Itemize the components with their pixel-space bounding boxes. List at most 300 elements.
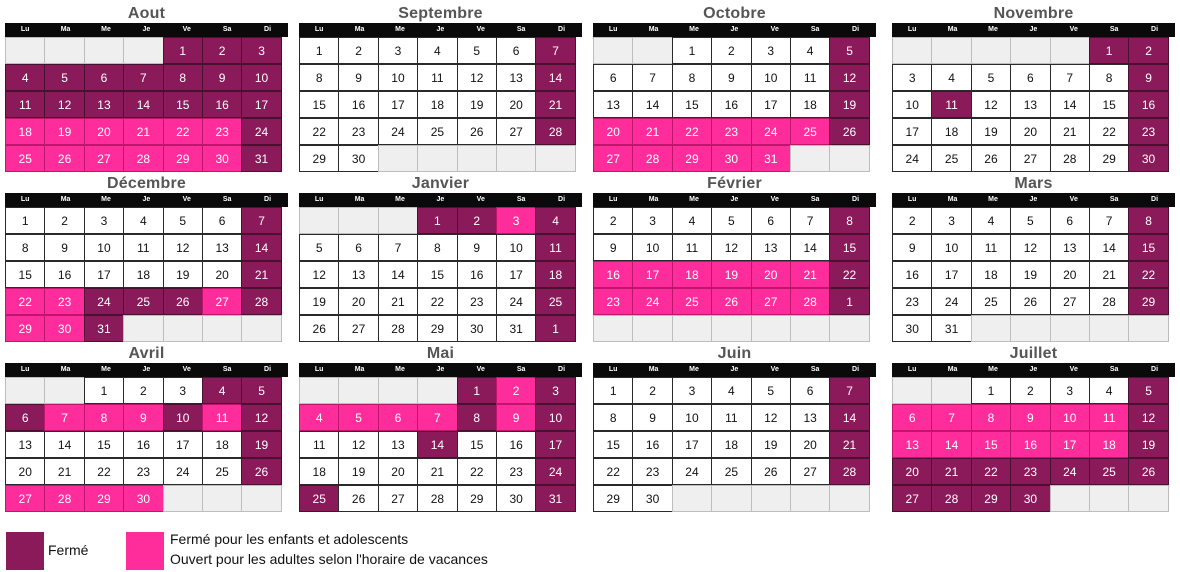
day-cell: 25 [417,118,457,145]
day-cell: 23 [1128,118,1168,145]
day-cell: 9 [338,64,378,91]
day-cell: 25 [711,458,751,485]
day-cell: 19 [44,118,84,145]
day-cell: 13 [593,91,633,118]
weekday-header [593,193,876,207]
month-block [593,173,876,342]
day-cell: 18 [931,118,971,145]
day-cell: 16 [496,431,536,458]
day-cell: 8 [84,404,124,431]
week-row [892,431,1175,458]
week-row [593,91,876,118]
week-row [892,207,1175,234]
day-cell: 20 [5,458,45,485]
month-title: Juin [717,345,752,362]
day-cell: 25 [5,145,45,172]
day-cell: 7 [378,234,418,261]
day-cell: 24 [931,288,971,315]
weekday-label: Di [264,366,272,373]
day-cell: 26 [829,118,869,145]
day-cell: 20 [338,288,378,315]
weekday-label: Sa [1109,196,1119,203]
week-row [593,234,876,261]
empty-cell [790,485,830,512]
day-cell: 16 [892,261,932,288]
weekday-label: Je [142,26,151,33]
day-cell: 12 [44,91,84,118]
week-row [593,261,876,288]
day-cell: 22 [829,261,869,288]
day-cell: 18 [672,261,712,288]
day-cell: 23 [892,288,932,315]
weekday-label: Me [689,366,699,373]
week-row [299,64,582,91]
day-cell: 4 [202,377,242,404]
day-cell: 8 [299,64,339,91]
day-cell: 7 [44,404,84,431]
day-cell: 18 [417,91,457,118]
day-cell: 7 [829,377,869,404]
day-cell: 27 [1050,288,1090,315]
day-cell: 23 [44,288,84,315]
weekday-label: Lu [314,366,324,373]
weekday-header [299,23,582,37]
weekday-label: Lu [314,26,324,33]
day-cell: 29 [1128,288,1168,315]
day-cell: 18 [711,431,751,458]
day-cell: 14 [829,404,869,431]
day-cell: 20 [378,458,418,485]
month-grid [892,207,1175,342]
day-cell: 2 [44,207,84,234]
month-title: Octobre [703,5,766,22]
weekday-label: Ve [770,26,779,33]
weekday-label: Di [1151,366,1159,373]
month-block [299,173,582,342]
day-cell: 1 [1089,37,1129,64]
day-cell: 27 [202,288,242,315]
day-cell: 9 [593,234,633,261]
day-cell: 15 [299,91,339,118]
day-cell: 5 [1128,377,1168,404]
weekday-label: Ma [648,366,659,373]
day-cell: 28 [378,315,418,342]
day-cell: 4 [711,377,751,404]
weekday-label: Je [1029,366,1038,373]
weekday-header [892,363,1175,377]
day-cell: 21 [1050,118,1090,145]
day-cell: 23 [711,118,751,145]
day-cell: 6 [202,207,242,234]
day-cell: 12 [299,261,339,288]
day-cell: 25 [1089,458,1129,485]
day-cell: 18 [971,261,1011,288]
day-cell: 4 [123,207,163,234]
day-cell: 6 [1010,64,1050,91]
weekday-label: Di [852,26,860,33]
day-cell: 23 [202,118,242,145]
weekday-label: Ma [947,26,958,33]
day-cell: 28 [123,145,163,172]
day-cell: 30 [1128,145,1168,172]
day-cell: 1 [829,288,869,315]
weekday-label: Lu [907,366,917,373]
week-row [593,145,876,172]
weekday-label: Sa [1109,26,1119,33]
day-cell: 29 [299,145,339,172]
weekday-label: Ve [476,26,485,33]
day-cell: 3 [1050,377,1090,404]
day-cell: 9 [123,404,163,431]
weekday-label: Ma [60,196,71,203]
day-cell: 5 [711,207,751,234]
empty-cell [378,377,418,404]
day-cell: 19 [711,261,751,288]
day-cell: 13 [84,91,124,118]
day-cell: 2 [1010,377,1050,404]
day-cell: 5 [829,37,869,64]
empty-cell [202,315,242,342]
month-block [5,343,288,512]
day-cell: 24 [535,458,575,485]
day-cell: 30 [44,315,84,342]
day-cell: 27 [378,485,418,512]
day-cell: 24 [751,118,791,145]
day-cell: 12 [711,234,751,261]
day-cell: 1 [5,207,45,234]
day-cell: 19 [1010,261,1050,288]
empty-cell [1089,315,1129,342]
day-cell: 18 [5,118,45,145]
day-cell: 26 [711,288,751,315]
weekday-label: Di [558,26,566,33]
day-cell: 8 [593,404,633,431]
day-cell: 5 [338,404,378,431]
month-grid [299,207,582,342]
empty-cell [1050,37,1090,64]
week-row [299,404,582,431]
day-cell: 28 [632,145,672,172]
day-cell: 21 [632,118,672,145]
weekday-label: Je [730,196,739,203]
weekday-label: Ve [182,366,191,373]
month-grid [5,377,288,512]
weekday-header [5,363,288,377]
week-row [892,288,1175,315]
day-cell: 19 [338,458,378,485]
week-row [5,377,288,404]
day-cell: 27 [790,458,830,485]
day-cell: 13 [378,431,418,458]
day-cell: 10 [892,91,932,118]
day-cell: 24 [496,288,536,315]
weekday-label: Di [852,196,860,203]
week-row [892,404,1175,431]
day-cell: 17 [632,261,672,288]
day-cell: 24 [672,458,712,485]
day-cell: 7 [123,64,163,91]
day-cell: 1 [84,377,124,404]
weekday-label: Sa [516,196,526,203]
empty-cell [593,37,633,64]
day-cell: 28 [790,288,830,315]
day-cell: 1 [535,315,575,342]
day-cell: 28 [241,288,281,315]
weekday-label: Je [730,26,739,33]
week-row [593,118,876,145]
day-cell: 25 [790,118,830,145]
day-cell: 15 [971,431,1011,458]
day-cell: 6 [1050,207,1090,234]
day-cell: 16 [44,261,84,288]
weekday-label: Je [730,366,739,373]
month-grid [892,377,1175,512]
day-cell: 4 [931,64,971,91]
day-cell: 31 [84,315,124,342]
empty-cell [892,37,932,64]
day-cell: 29 [672,145,712,172]
day-cell: 5 [457,37,497,64]
legend-kids-line2: Ouvert pour les adultes selon l'horaire de vacances [170,551,488,567]
day-cell: 10 [378,64,418,91]
weekday-label: Ve [182,26,191,33]
weekday-label: Je [436,26,445,33]
week-row [892,145,1175,172]
day-cell: 15 [829,234,869,261]
weekday-label: Me [988,196,998,203]
empty-cell [338,207,378,234]
day-cell: 5 [1010,207,1050,234]
week-row [299,145,582,172]
day-cell: 10 [84,234,124,261]
day-cell: 27 [5,485,45,512]
day-cell: 17 [535,431,575,458]
day-cell: 7 [241,207,281,234]
day-cell: 15 [672,91,712,118]
weekday-label: Di [1151,26,1159,33]
day-cell: 6 [496,37,536,64]
weekday-label: Ve [1069,26,1078,33]
month-grid [593,37,876,172]
weekday-label: Je [142,196,151,203]
day-cell: 6 [338,234,378,261]
day-cell: 16 [123,431,163,458]
weekday-label: Je [142,366,151,373]
week-row [5,207,288,234]
weekday-header [593,23,876,37]
day-cell: 3 [163,377,203,404]
month-block [593,343,876,512]
week-row [593,404,876,431]
weekday-label: Sa [810,26,820,33]
weekday-label: Ma [354,26,365,33]
day-cell: 2 [711,37,751,64]
weekday-label: Me [689,26,699,33]
weekday-label: Me [101,196,111,203]
day-cell: 20 [1050,261,1090,288]
week-row [892,118,1175,145]
weekday-label: Ma [354,366,365,373]
day-cell: 13 [338,261,378,288]
empty-cell [632,315,672,342]
day-cell: 19 [457,91,497,118]
weekday-label: Ve [1069,366,1078,373]
day-cell: 8 [5,234,45,261]
day-cell: 17 [1050,431,1090,458]
empty-cell [1128,315,1168,342]
day-cell: 1 [457,377,497,404]
day-cell: 31 [496,315,536,342]
day-cell: 4 [1089,377,1129,404]
day-cell: 7 [1050,64,1090,91]
empty-cell [790,315,830,342]
day-cell: 26 [751,458,791,485]
day-cell: 23 [1010,458,1050,485]
week-row [299,431,582,458]
day-cell: 14 [632,91,672,118]
day-cell: 2 [593,207,633,234]
day-cell: 28 [829,458,869,485]
day-cell: 11 [299,431,339,458]
day-cell: 10 [672,404,712,431]
weekday-label: Lu [314,196,324,203]
day-cell: 18 [535,261,575,288]
weekday-header [892,193,1175,207]
weekday-label: Lu [20,26,30,33]
month-grid [593,207,876,342]
day-cell: 16 [593,261,633,288]
weekday-label: Me [395,366,405,373]
day-cell: 3 [241,37,281,64]
day-cell: 13 [892,431,932,458]
day-cell: 19 [163,261,203,288]
day-cell: 24 [892,145,932,172]
day-cell: 20 [84,118,124,145]
day-cell: 21 [1089,261,1129,288]
empty-cell [931,377,971,404]
week-row [5,485,288,512]
week-row [593,315,876,342]
month-title: Septembre [398,5,483,22]
weekday-label: Lu [907,196,917,203]
day-cell: 12 [971,91,1011,118]
weekday-label: Di [852,366,860,373]
month-grid [593,377,876,512]
day-cell: 30 [338,145,378,172]
legend-closed-swatch [6,532,44,570]
day-cell: 9 [44,234,84,261]
day-cell: 31 [535,485,575,512]
month-title: Novembre [993,5,1074,22]
empty-cell [1050,315,1090,342]
weekday-label: Di [264,26,272,33]
day-cell: 27 [593,145,633,172]
day-cell: 22 [457,458,497,485]
weekday-header [299,363,582,377]
day-cell: 7 [931,404,971,431]
day-cell: 16 [457,261,497,288]
day-cell: 19 [241,431,281,458]
day-cell: 2 [892,207,932,234]
week-row [892,315,1175,342]
weekday-label: Ve [1069,196,1078,203]
week-row [5,458,288,485]
day-cell: 7 [535,37,575,64]
day-cell: 11 [123,234,163,261]
week-row [299,37,582,64]
day-cell: 20 [790,431,830,458]
day-cell: 5 [971,64,1011,91]
day-cell: 14 [1089,234,1129,261]
day-cell: 12 [1010,234,1050,261]
day-cell: 31 [931,315,971,342]
day-cell: 9 [457,234,497,261]
week-row [5,64,288,91]
day-cell: 26 [971,145,1011,172]
week-row [892,377,1175,404]
weekday-header [892,23,1175,37]
day-cell: 10 [751,64,791,91]
week-row [299,315,582,342]
week-row [5,234,288,261]
weekday-label: Lu [20,366,30,373]
day-cell: 28 [1089,288,1129,315]
month-block [299,3,582,172]
day-cell: 3 [672,377,712,404]
day-cell: 9 [711,64,751,91]
day-cell: 18 [1089,431,1129,458]
day-cell: 14 [241,234,281,261]
day-cell: 21 [123,118,163,145]
day-cell: 22 [163,118,203,145]
empty-cell [829,315,869,342]
day-cell: 25 [299,485,339,512]
week-row [5,261,288,288]
day-cell: 19 [829,91,869,118]
day-cell: 28 [535,118,575,145]
empty-cell [241,315,281,342]
empty-cell [593,315,633,342]
day-cell: 8 [829,207,869,234]
weekday-header [5,23,288,37]
day-cell: 26 [299,315,339,342]
day-cell: 16 [711,91,751,118]
day-cell: 14 [417,431,457,458]
empty-cell [163,315,203,342]
day-cell: 30 [457,315,497,342]
day-cell: 13 [202,234,242,261]
empty-cell [971,37,1011,64]
month-block [892,343,1175,512]
day-cell: 27 [84,145,124,172]
day-cell: 6 [751,207,791,234]
day-cell: 1 [163,37,203,64]
empty-cell [5,37,45,64]
day-cell: 20 [496,91,536,118]
day-cell: 11 [5,91,45,118]
day-cell: 5 [44,64,84,91]
week-row [299,207,582,234]
day-cell: 30 [202,145,242,172]
weekday-header [593,363,876,377]
empty-cell [123,37,163,64]
week-row [892,91,1175,118]
day-cell: 1 [299,37,339,64]
day-cell: 3 [931,207,971,234]
day-cell: 4 [299,404,339,431]
day-cell: 25 [672,288,712,315]
day-cell: 21 [931,458,971,485]
